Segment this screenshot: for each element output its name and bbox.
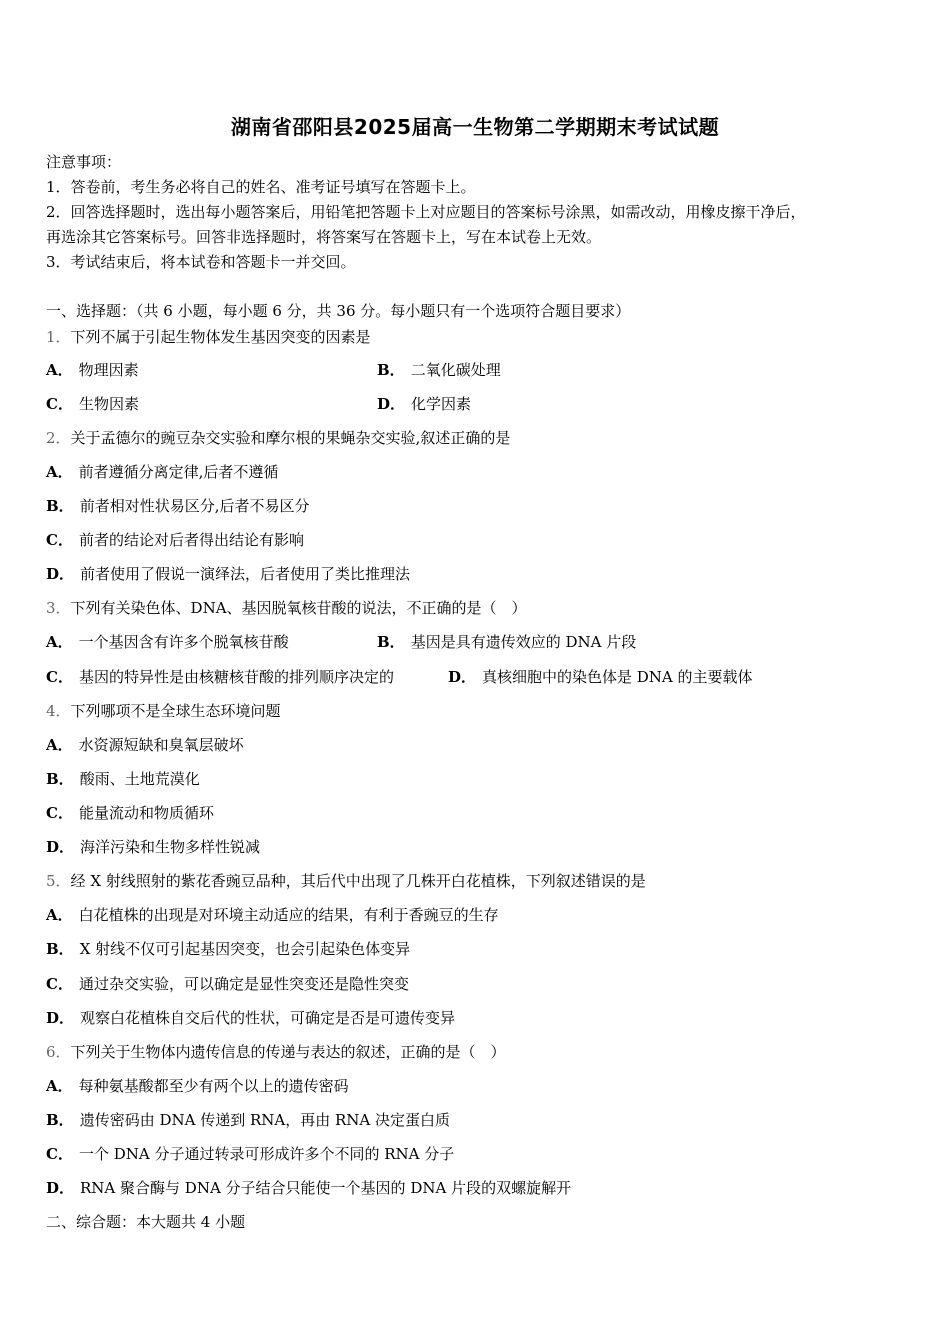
option-text: 真核细胞中的染色体是 DNA 的主要载体 bbox=[482, 668, 753, 686]
option-4a[interactable] bbox=[46, 735, 244, 755]
option-label: C． bbox=[46, 1145, 73, 1163]
question-number: 5． bbox=[46, 872, 71, 890]
page-title: 湖南省邵阳县2025届高一生物第二学期期末考试试题 bbox=[230, 115, 720, 139]
option-label: C． bbox=[46, 668, 73, 686]
option-text: 基因是具有遗传效应的 DNA 片段 bbox=[410, 633, 637, 651]
option-label: B． bbox=[46, 1111, 74, 1129]
option-6b[interactable] bbox=[46, 1110, 450, 1130]
question-text: 下列哪项不是全球生态环境问题 bbox=[70, 702, 281, 720]
option-3a[interactable] bbox=[46, 632, 289, 652]
question-3-stem bbox=[46, 598, 527, 618]
option-3c[interactable] bbox=[46, 667, 394, 687]
option-label: A． bbox=[46, 906, 73, 924]
option-text: 白花植株的出现是对环境主动适应的结果，有利于香豌豆的生存 bbox=[78, 906, 499, 924]
option-label: B． bbox=[46, 770, 74, 788]
option-label: C． bbox=[46, 975, 73, 993]
option-4c[interactable] bbox=[46, 803, 214, 823]
option-label: B． bbox=[46, 940, 74, 958]
option-text: 前者使用了假说一演绎法，后者使用了类比推理法 bbox=[80, 565, 411, 583]
option-label: C． bbox=[46, 804, 73, 822]
option-label: A． bbox=[46, 463, 73, 481]
option-label: D． bbox=[46, 838, 75, 856]
option-text: 前者相对性状易区分,后者不易区分 bbox=[79, 497, 310, 515]
option-1b[interactable] bbox=[377, 360, 501, 380]
question-text: 关于孟德尔的豌豆杂交实验和摩尔根的果蝇杂交实验,叙述正确的是 bbox=[70, 429, 511, 447]
option-text: X 射线不仅可引起基因突变，也会引起染色体变异 bbox=[79, 940, 411, 958]
option-text: 一个基因含有许多个脱氧核苷酸 bbox=[78, 633, 289, 651]
notice-item: 2．回答选择题时，选出每小题答案后，用铅笔把答题卡上对应题目的答案标号涂黑，如需改动，用橡皮擦干净后， bbox=[46, 203, 806, 221]
question-1-stem bbox=[46, 327, 371, 347]
option-3b[interactable] bbox=[377, 632, 636, 652]
option-label: D． bbox=[46, 565, 75, 583]
option-text: 二氧化碳处理 bbox=[410, 361, 501, 379]
section-heading: 二、综合题：本大题共 4 小题 bbox=[46, 1213, 246, 1231]
option-label: B． bbox=[377, 633, 405, 651]
option-5d[interactable] bbox=[46, 1008, 455, 1028]
option-label: B． bbox=[46, 497, 74, 515]
notice-item: 再选涂其它答案标号。回答非选择题时，将答案写在答题卡上，写在本试卷上无效。 bbox=[46, 228, 602, 246]
option-2a[interactable] bbox=[46, 462, 278, 482]
option-label: A． bbox=[46, 633, 73, 651]
option-text: 前者遵循分离定律,后者不遵循 bbox=[78, 463, 279, 481]
question-5-stem bbox=[46, 871, 646, 891]
option-5a[interactable] bbox=[46, 905, 499, 925]
option-text: 每种氨基酸都至少有两个以上的遗传密码 bbox=[78, 1077, 349, 1095]
option-text: 观察白花植株自交后代的性状，可确定是否是可遗传变异 bbox=[80, 1009, 456, 1027]
option-4b[interactable] bbox=[46, 769, 200, 789]
option-5b[interactable] bbox=[46, 939, 410, 959]
option-text: RNA 聚合酶与 DNA 分子结合只能使一个基因的 DNA 片段的双螺旋解开 bbox=[80, 1179, 572, 1197]
option-1d[interactable] bbox=[377, 394, 471, 414]
option-label: D． bbox=[448, 668, 477, 686]
question-number: 6． bbox=[46, 1043, 71, 1061]
option-4d[interactable] bbox=[46, 837, 260, 857]
option-label: A． bbox=[46, 361, 73, 379]
option-label: C． bbox=[46, 395, 73, 413]
question-4-stem bbox=[46, 701, 281, 721]
option-label: A． bbox=[46, 1077, 73, 1095]
option-text: 酸雨、土地荒漠化 bbox=[79, 770, 200, 788]
option-label: D． bbox=[46, 1179, 75, 1197]
question-number: 4． bbox=[46, 702, 71, 720]
option-1c[interactable] bbox=[46, 394, 139, 414]
question-number: 3． bbox=[46, 599, 71, 617]
option-text: 水资源短缺和臭氧层破坏 bbox=[78, 736, 244, 754]
question-text: 下列关于生物体内遗传信息的传递与表达的叙述，正确的是（ ） bbox=[70, 1043, 506, 1061]
question-text: 经 X 射线照射的紫花香豌豆品种，其后代中出现了几株开白花植株，下列叙述错误的是 bbox=[70, 872, 646, 890]
option-label: C． bbox=[46, 531, 73, 549]
option-text: 前者的结论对后者得出结论有影响 bbox=[78, 531, 304, 549]
question-number: 2． bbox=[46, 429, 71, 447]
option-6c[interactable] bbox=[46, 1144, 454, 1164]
option-6a[interactable] bbox=[46, 1076, 349, 1096]
option-2c[interactable] bbox=[46, 530, 304, 550]
notice-heading: 注意事项： bbox=[46, 153, 122, 171]
option-label: D． bbox=[377, 395, 406, 413]
option-2d[interactable] bbox=[46, 564, 410, 584]
option-label: B． bbox=[377, 361, 405, 379]
option-label: A． bbox=[46, 736, 73, 754]
option-5c[interactable] bbox=[46, 974, 409, 994]
option-text: 遗传密码由 DNA 传递到 RNA，再由 RNA 决定蛋白质 bbox=[79, 1111, 451, 1129]
question-6-stem bbox=[46, 1042, 506, 1062]
option-text: 能量流动和物质循环 bbox=[78, 804, 214, 822]
notice-item: 1．答卷前，考生务必将自己的姓名、准考证号填写在答题卡上。 bbox=[46, 178, 476, 196]
question-2-stem bbox=[46, 428, 510, 448]
option-text: 基因的特异性是由核糖核苷酸的排列顺序决定的 bbox=[78, 668, 394, 686]
option-3d[interactable] bbox=[448, 667, 753, 687]
question-number: 1． bbox=[46, 328, 71, 346]
option-text: 生物因素 bbox=[78, 395, 139, 413]
option-2b[interactable] bbox=[46, 496, 309, 516]
option-text: 化学因素 bbox=[411, 395, 472, 413]
option-1a[interactable] bbox=[46, 360, 139, 380]
option-text: 海洋污染和生物多样性锐减 bbox=[80, 838, 261, 856]
question-text: 下列有关染色体、DNA、基因脱氧核苷酸的说法，不正确的是（ ） bbox=[70, 599, 527, 617]
question-text: 下列不属于引起生物体发生基因突变的因素是 bbox=[70, 328, 371, 346]
section-heading: 一、选择题：（共 6 小题，每小题 6 分，共 36 分。每小题只有一个选项符合题目要求） bbox=[46, 302, 631, 320]
option-text: 一个 DNA 分子通过转录可形成许多个不同的 RNA 分子 bbox=[78, 1145, 455, 1163]
option-label: D． bbox=[46, 1009, 75, 1027]
option-text: 通过杂交实验，可以确定是显性突变还是隐性突变 bbox=[78, 975, 409, 993]
option-text: 物理因素 bbox=[78, 361, 139, 379]
notice-item: 3．考试结束后，将本试卷和答题卡一并交回。 bbox=[46, 253, 356, 271]
option-6d[interactable] bbox=[46, 1178, 571, 1198]
